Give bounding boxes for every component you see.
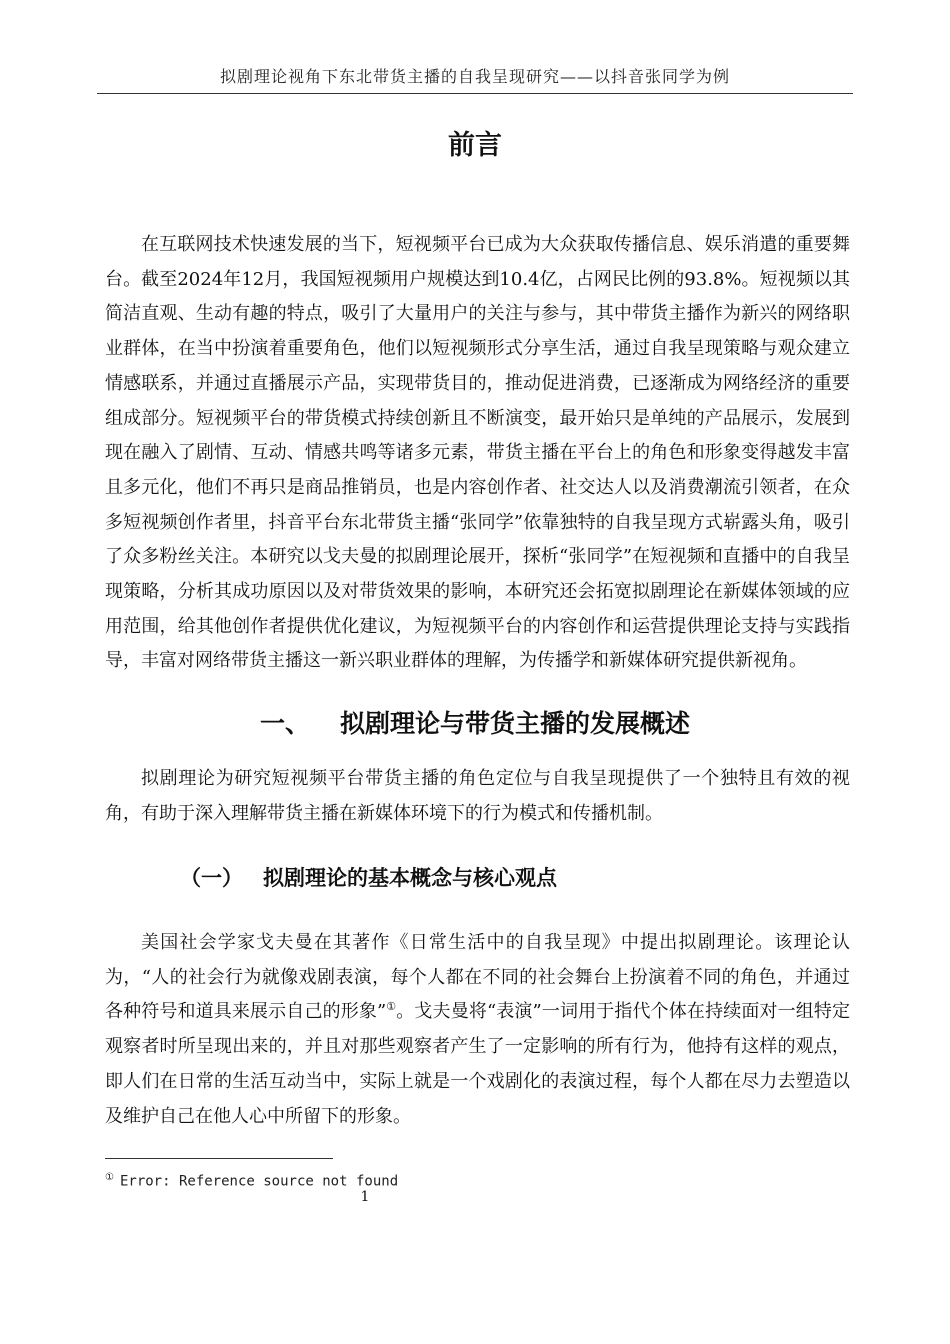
section-title: 拟剧理论与带货主播的发展概述: [340, 709, 691, 738]
paragraph-text-part-2: 。戈夫曼将“表演”一词用于指代个体在持续面对一组特定观察者时所呈现出来的，并且对那些观察者产生了一定影响的所有行为，他持有这样的观点，即人们在日常的生活互动当中，实际上就是一个戏剧化的表演过程，每个人都在尽力去塑造以及维护自己在他人心中所留下的形象。: [105, 1001, 850, 1127]
header-rule: [97, 93, 853, 94]
subsection-1-paragraph: [105, 926, 850, 1134]
footnote-reference[interactable]: ①: [386, 1000, 397, 1014]
running-header: 拟剧理论视角下东北带货主播的自我呈现研究——以抖音张同学为例: [219, 67, 730, 86]
subsection-heading-1: [180, 862, 557, 894]
subsection-number: （一）: [180, 866, 243, 890]
paragraph-text-part-1: 美国社会学家戈夫曼在其著作《日常生活中的自我呈现》中提出拟剧理论。该理论认为，“人的社会行为就像戏剧表演，每个人都在不同的社会舞台上扮演着不同的角色，并通过各种符号和道具来展示自己的形象”: [105, 932, 850, 1023]
page-number: 1: [360, 1189, 370, 1205]
section-heading-1: [0, 706, 950, 742]
subsection-title: 拟剧理论的基本概念与核心观点: [263, 866, 557, 890]
section-number: 一、: [259, 709, 310, 738]
footnote-text: Error: Reference source not found: [119, 1173, 399, 1190]
footnote-mark: ①: [105, 1172, 114, 1183]
page-title: 前言: [448, 130, 502, 161]
intro-paragraph: 在互联网技术快速发展的当下，短视频平台已成为大众获取传播信息、娱乐消遣的重要舞台。截至2024年12月，我国短视频用户规模达到10.4亿，占网民比例的93.8%。短视频以其简洁直观、生动有趣的特点，吸引了大量用户的关注与参与，其中带货主播作为新兴的网络职业群体，在当中扮演着重要角色，他们以短视频形式分享生活，通过自我呈现策略与观众建立情感联系，并通过直播展示产品，实现带货目的，推动促进消费，已逐渐成为网络经济的重要组成部分。短视频平台的带货模式持续创新且不断演变，最开始只是单纯的产品展示，发展到现在融入了剧情、互动、情感共鸣等诸多元素，带货主播在平台上的角色和形象变得越发丰富且多元化，他们不再只是商品推销员，也是内容创作者、社交达人以及消费潮流引领者，在众多短视频创作者里，抖音平台东北带货主播“张同学”依靠独特的自我呈现方式崭露头角，吸引了众多粉丝关注。本研究以戈夫曼的拟剧理论展开，探析“张同学”在短视频和直播中的自我呈现策略，分析其成功原因以及对带货效果的影响，本研究还会拓宽拟剧理论在新媒体领域的应用范围，给其他创作者提供优化建议，为短视频平台的内容创作和运营提供理论支持与实践指导，丰富对网络带货主播这一新兴职业群体的理解，为传播学和新媒体研究提供新视角。: [105, 234, 850, 672]
footnote-separator: [105, 1158, 333, 1159]
section-1-paragraph: 拟剧理论为研究短视频平台带货主播的角色定位与自我呈现提供了一个独特且有效的视角，有助于深入理解带货主播在新媒体环境下的行为模式和传播机制。: [105, 768, 850, 824]
